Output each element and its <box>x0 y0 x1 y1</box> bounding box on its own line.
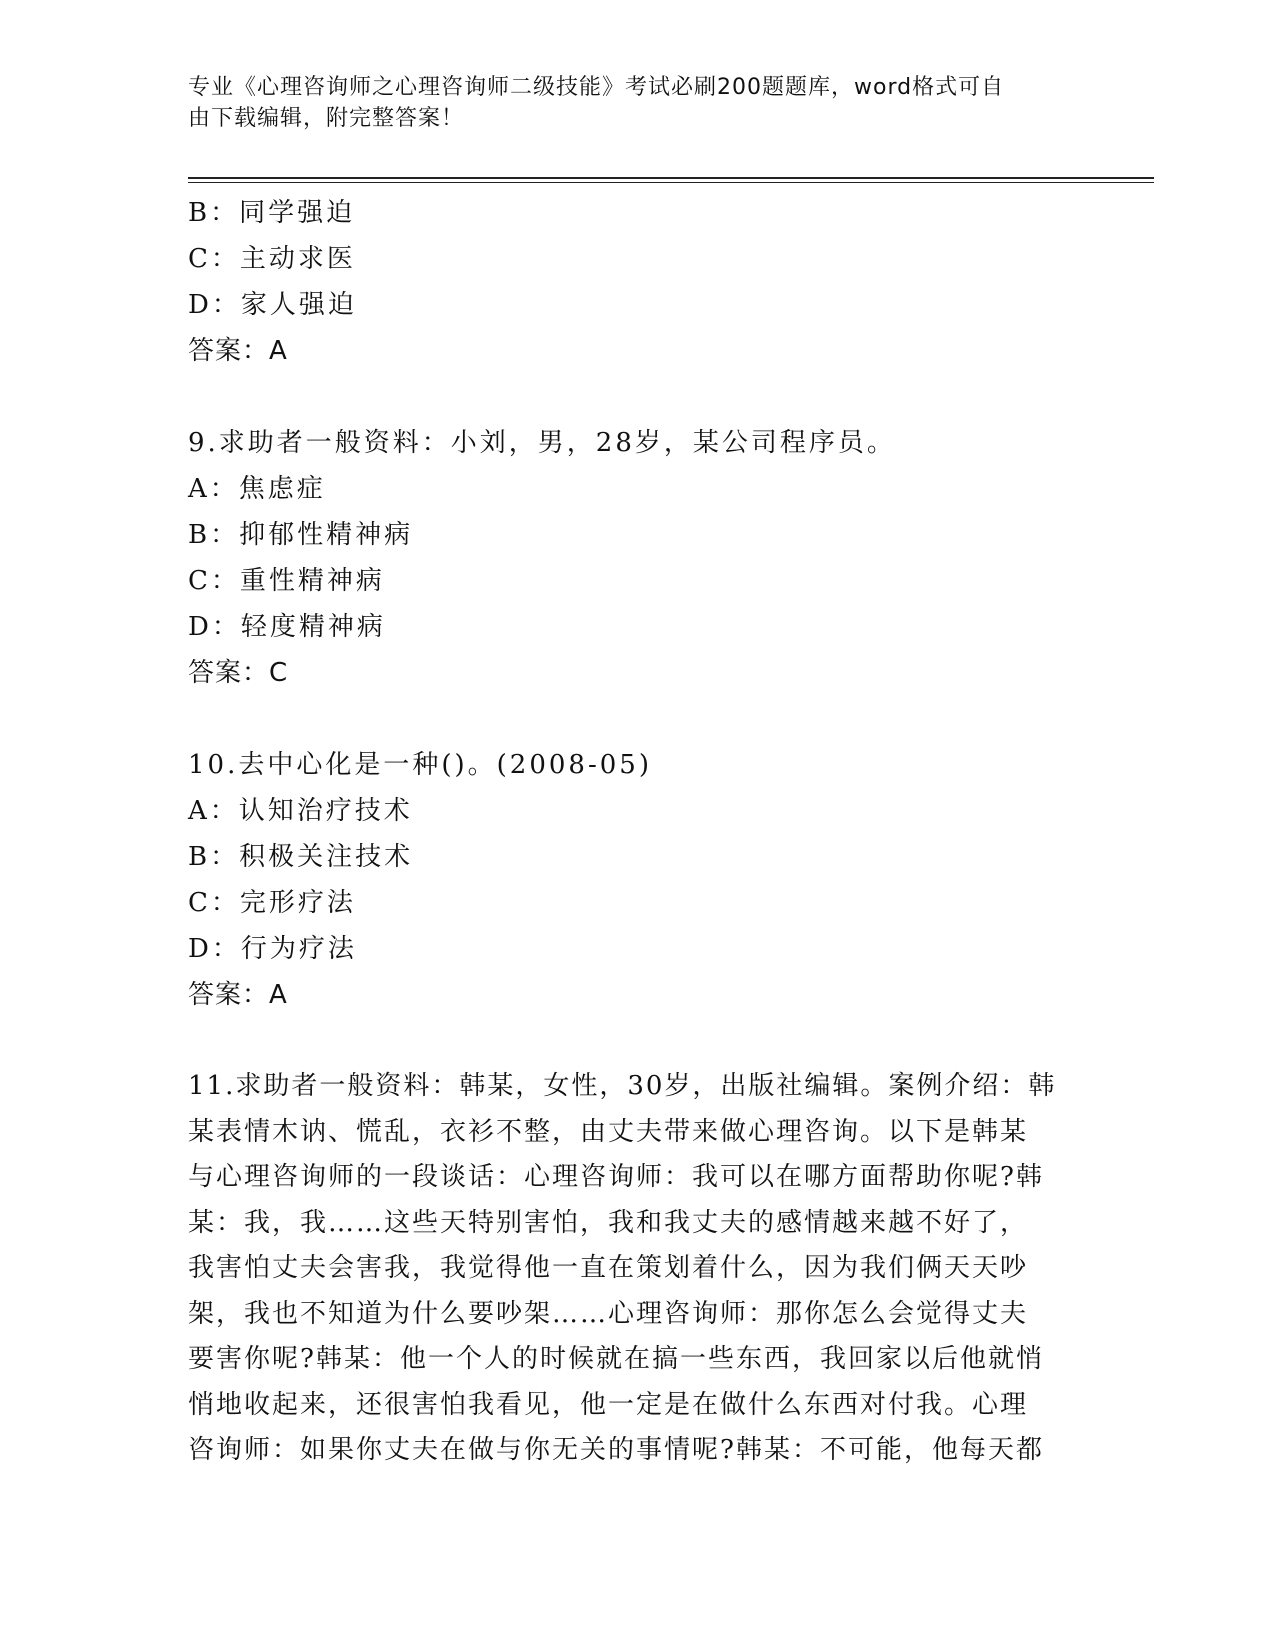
question-line: 11.求助者一般资料：韩某，女性，30岁，出版社编辑。案例介绍：韩 <box>188 1071 1057 1101</box>
spacer <box>188 374 1088 420</box>
option-a: A：认知治疗技术 <box>188 796 413 826</box>
option-b: B：积极关注技术 <box>188 842 414 872</box>
question-line: 某表情木讷、慌乱，衣衫不整，由丈夫带来做心理咨询。以下是韩某 <box>188 1116 1029 1147</box>
question-line: 咨询师：如果你丈夫在做与你无关的事情呢?韩某：不可能，他每天都 <box>188 1435 1044 1465</box>
question-9 <box>188 420 1088 696</box>
question-line: 某：我，我……这些天特别害怕，我和我丈夫的感情越来越不好了， <box>188 1207 1029 1238</box>
header-line-1: 专业《心理咨询师之心理咨询师二级技能》考试必刷200题题库，word格式可自 <box>188 75 1005 100</box>
answer: 答案：A <box>188 980 288 1010</box>
option-c: C：主动求医 <box>188 244 356 274</box>
header-line-2: 由下载编辑，附完整答案！ <box>188 106 465 131</box>
question-line: 要害你呢?韩某：他一个人的时候就在搞一些东西，我回家以后他就悄 <box>188 1344 1044 1374</box>
question-line: 悄地收起来，还很害怕我看见，他一定是在做什么东西对付我。心理 <box>188 1389 1029 1420</box>
option-a: A：焦虑症 <box>188 474 326 504</box>
spacer <box>188 1018 1088 1064</box>
question-text: 10.去中心化是一种()。(2008-05) <box>188 750 652 780</box>
option-d: D：行为疗法 <box>188 934 357 964</box>
question-line: 架，我也不知道为什么要吵架……心理咨询师：那你怎么会觉得丈夫 <box>188 1298 1029 1329</box>
header-divider <box>188 177 1154 179</box>
option-c: C：重性精神病 <box>188 566 385 596</box>
header-divider-thin <box>188 182 1154 183</box>
question-line: 与心理咨询师的一段谈话：心理咨询师：我可以在哪方面帮助你呢?韩 <box>188 1162 1044 1192</box>
answer: 答案：A <box>188 336 288 366</box>
question-8 <box>188 190 1088 374</box>
option-b: B：同学强迫 <box>188 198 356 228</box>
option-b: B：抑郁性精神病 <box>188 520 414 550</box>
option-d: D：家人强迫 <box>188 290 357 320</box>
question-text: 9.求助者一般资料：小刘，男，28岁，某公司程序员。 <box>188 428 896 458</box>
option-d: D：轻度精神病 <box>188 612 386 642</box>
question-11 <box>188 1064 1088 1474</box>
question-10 <box>188 742 1088 1018</box>
page-header <box>188 72 1088 134</box>
answer: 答案：C <box>188 658 289 688</box>
option-c: C：完形疗法 <box>188 888 356 918</box>
document-body <box>188 190 1088 1474</box>
spacer <box>188 696 1088 742</box>
question-line: 我害怕丈夫会害我，我觉得他一直在策划着什么，因为我们俩天天吵 <box>188 1253 1029 1283</box>
